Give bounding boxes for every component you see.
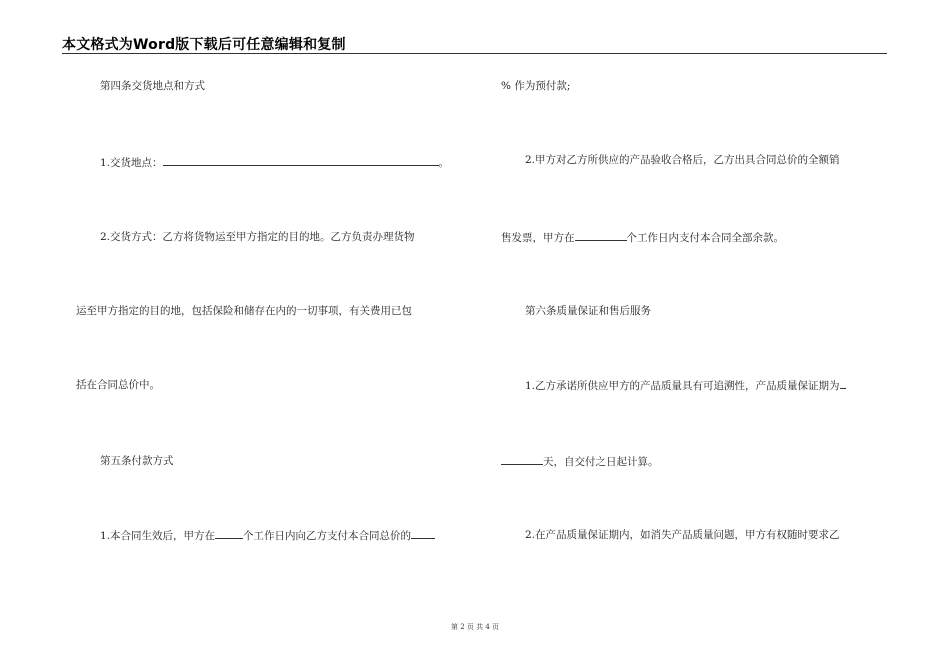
delivery-location-line <box>100 155 449 170</box>
final-payment-part-2: 个工作日内支付本合同全部余款。 <box>626 232 784 244</box>
advance-payment-part-2: 个工作日内向乙方支付本合同总价的 <box>243 530 412 542</box>
advance-payment-days-blank <box>215 528 243 539</box>
delivery-method-line-1: 2.交货方式：乙方将货物运至甲方指定的目的地。乙方负责办理货物 <box>100 231 415 243</box>
advance-payment-continuation: % 作为预付款; <box>501 80 571 92</box>
final-payment-days-blank <box>575 230 627 241</box>
final-payment-part-1: 售发票，甲方在 <box>501 232 575 244</box>
warranty-period-blank <box>501 454 543 465</box>
warranty-line-1 <box>525 378 846 393</box>
delivery-method-line-3: 括在合同总价中。 <box>76 379 160 391</box>
delivery-location-label: 1.交货地点： <box>100 157 163 169</box>
article-6-title: 第六条质量保证和售后服务 <box>525 305 651 317</box>
warranty-line-2-text: 天，自交付之日起计算。 <box>543 456 659 468</box>
delivery-method-line-2: 运至甲方指定的目的地，包括保险和储存在内的一切事项，有关费用已包 <box>76 305 412 317</box>
page-number: 第 2 页 共 4 页 <box>450 623 500 631</box>
delivery-location-blank <box>163 155 439 166</box>
final-payment-line-1: 2.甲方对乙方所供应的产品验收合格后，乙方出具合同总价的全额销 <box>525 154 840 166</box>
delivery-location-end: 。 <box>438 157 450 169</box>
warranty-line-2 <box>501 454 659 469</box>
final-payment-line-2 <box>501 230 784 245</box>
article-4-title: 第四条交货地点和方式 <box>100 80 205 92</box>
warranty-period-blank-start <box>840 378 846 389</box>
document-header-title: 本文格式为Word版下载后可任意编辑和复制 <box>62 37 346 53</box>
warranty-line-1-text: 1.乙方承诺所供应甲方的产品质量具有可追溯性，产品质量保证期为 <box>525 380 840 392</box>
warranty-issue-line-1: 2.在产品质量保证期内，如消失产品质量问题，甲方有权随时要求乙 <box>525 529 840 541</box>
header-divider <box>62 53 887 54</box>
advance-payment-part-1: 1.本合同生效后，甲方在 <box>100 530 216 542</box>
advance-payment-percent-blank <box>411 528 435 539</box>
advance-payment-line <box>100 528 435 543</box>
article-5-title: 第五条付款方式 <box>100 455 174 467</box>
